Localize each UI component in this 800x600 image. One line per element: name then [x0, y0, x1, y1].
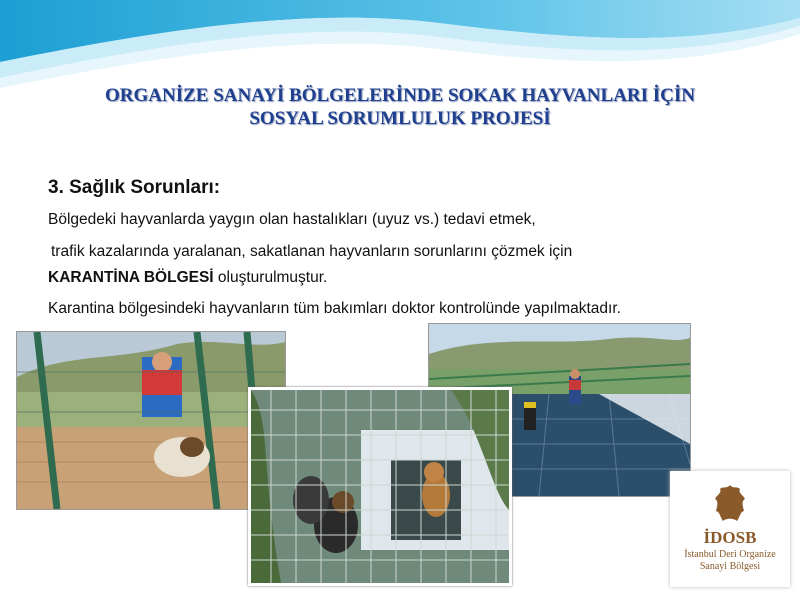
slide-title	[40, 84, 760, 130]
paragraph-3-rest: oluşturulmuştur.	[213, 269, 328, 286]
logo-subtitle	[670, 549, 790, 573]
paragraph-3	[48, 269, 327, 287]
logo-title: İDOSB	[703, 528, 757, 547]
paragraph-1: Bölgedeki hayvanlarda yaygın olan hastalıkları (uyuz vs.) tedavi etmek,	[48, 211, 536, 228]
logo-subtitle-line1: İstanbul Deri Organize	[684, 549, 776, 560]
section-heading: 3. Sağlık Sorunları:	[48, 177, 221, 198]
quarantine-zone-label: KARANTİNA BÖLGESİ	[48, 269, 214, 286]
paragraph-2: trafik kazalarında yaralanan, sakatlanan hayvanların sorunlarını çözmek için	[51, 243, 573, 260]
photo-man-with-dog	[16, 331, 286, 510]
paragraph-4: Karantina bölgesindeki hayvanların tüm bakımları doktor kontrolünde yapılmaktadır.	[48, 300, 621, 317]
slide-title-line1: ORGANİZE SANAYİ BÖLGELERİNDE SOKAK HAYVANLARI İÇİN	[104, 85, 696, 106]
idosb-logo	[670, 471, 790, 587]
leather-hide-icon	[713, 483, 747, 523]
slide-title-line2: SOSYAL SORUMLULUK PROJESİ	[249, 108, 551, 129]
photo-dogs-in-cage	[248, 387, 512, 586]
logo-subtitle-line2: Sanayi Bölgesi	[699, 561, 761, 572]
